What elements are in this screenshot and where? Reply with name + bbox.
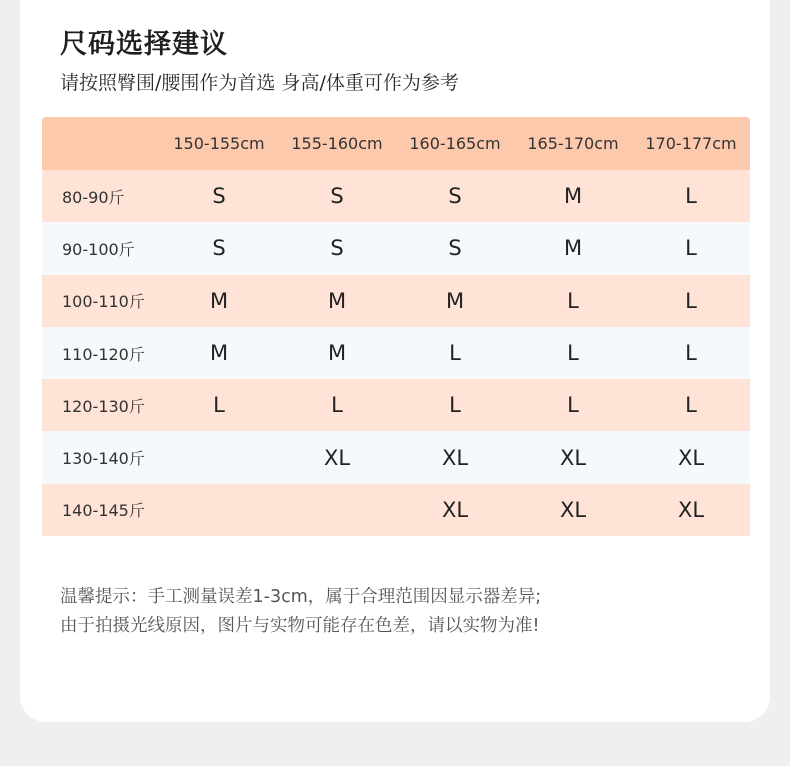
size-cell: L — [685, 184, 697, 209]
weight-label: 130-140斤 — [62, 449, 145, 469]
size-cell — [278, 484, 396, 536]
weight-label: 110-120斤 — [62, 344, 145, 364]
size-cell: S — [212, 184, 226, 209]
page-title: 尺码选择建议 — [60, 29, 228, 60]
size-table — [42, 117, 750, 536]
size-cell: XL — [559, 497, 587, 522]
height-header: 170-177cm — [645, 134, 737, 153]
height-header: 160-165cm — [409, 134, 501, 153]
size-cell: L — [685, 236, 697, 261]
warm-tip — [60, 583, 541, 641]
table-row — [42, 431, 750, 483]
size-cell: S — [330, 236, 344, 261]
size-cell: M — [327, 341, 347, 366]
size-cell: L — [567, 341, 579, 366]
size-cell: L — [567, 288, 579, 313]
size-cell: L — [449, 393, 461, 418]
weight-label: 120-130斤 — [62, 396, 145, 416]
table-row — [42, 222, 750, 274]
size-cell: S — [330, 184, 344, 209]
size-cell: S — [448, 236, 462, 261]
size-cell: S — [448, 184, 462, 209]
table-row — [42, 327, 750, 379]
weight-label: 90-100斤 — [62, 239, 135, 259]
table-row — [42, 484, 750, 536]
size-cell: XL — [559, 445, 587, 470]
size-cell: XL — [677, 445, 705, 470]
size-cell: L — [449, 341, 461, 366]
size-cell: L — [685, 288, 697, 313]
size-cell: XL — [441, 445, 469, 470]
size-cell: M — [563, 184, 583, 209]
size-cell: M — [563, 236, 583, 261]
size-cell: M — [327, 288, 347, 313]
tip-line-1: 温馨提示：手工测量误差1-3cm，属于合理范围因显示器差异; — [60, 587, 542, 607]
size-cell: L — [331, 393, 343, 418]
size-cell: M — [445, 288, 465, 313]
size-cell: L — [567, 393, 579, 418]
height-header: 150-155cm — [173, 134, 265, 153]
table-row — [42, 275, 750, 327]
size-guide-card — [20, 0, 770, 722]
size-cell: XL — [323, 445, 351, 470]
size-cell: S — [212, 236, 226, 261]
header-corner-cell — [42, 117, 160, 170]
size-cell: L — [685, 393, 697, 418]
tip-line-2: 由于拍摄光线原因，图片与实物可能存在色差，请以实物为准! — [60, 616, 540, 636]
table-header-row — [42, 117, 750, 170]
weight-label: 80-90斤 — [62, 187, 125, 207]
size-cell: L — [685, 341, 697, 366]
size-cell: M — [209, 288, 229, 313]
size-cell: M — [209, 341, 229, 366]
height-header: 155-160cm — [291, 134, 383, 153]
size-cell: L — [213, 393, 225, 418]
size-cell — [160, 484, 278, 536]
page-subtitle: 请按照臀围/腰围作为首选 身高/体重可作为参考 — [60, 72, 459, 94]
height-header: 165-170cm — [527, 134, 619, 153]
size-cell: XL — [441, 497, 469, 522]
weight-label: 100-110斤 — [62, 292, 145, 312]
weight-label: 140-145斤 — [62, 501, 145, 521]
table-row — [42, 170, 750, 222]
table-row — [42, 379, 750, 431]
size-cell: XL — [677, 497, 705, 522]
size-cell — [160, 431, 278, 483]
